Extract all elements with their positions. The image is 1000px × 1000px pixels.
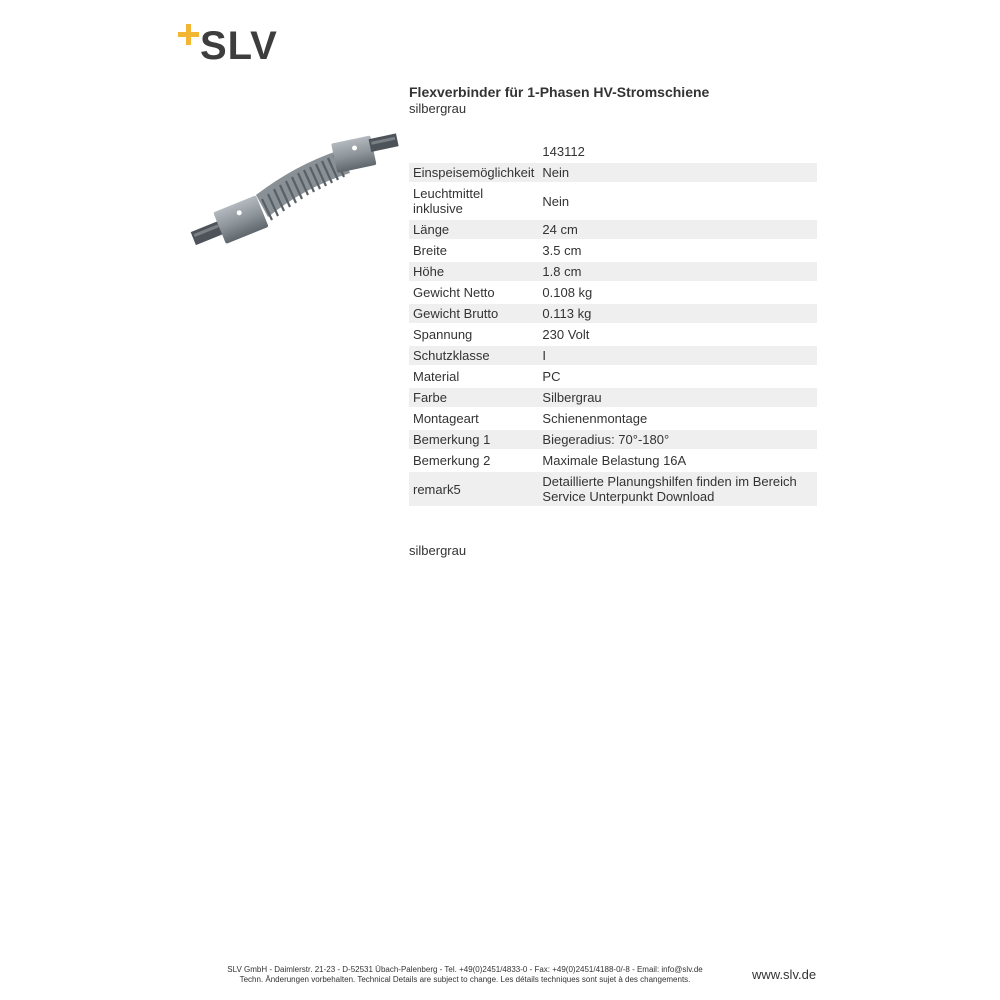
spec-value: 230 Volt — [542, 327, 590, 342]
spec-value: Silbergrau — [538, 388, 817, 407]
color-note: silbergrau — [409, 543, 467, 558]
spec-value: 1.8 cm — [538, 262, 817, 281]
spec-table — [409, 140, 817, 508]
footer-website-link[interactable]: www.slv.de — [752, 967, 817, 982]
brand-name: SLV — [200, 24, 278, 68]
spec-label: Bemerkung 2 — [413, 453, 491, 468]
spec-label — [409, 142, 538, 161]
spec-row — [409, 430, 817, 449]
spec-value: Nein — [538, 163, 817, 182]
spec-row — [409, 304, 817, 323]
spec-label: Länge — [409, 220, 538, 239]
spec-value: 24 cm — [538, 220, 817, 239]
spec-row — [409, 409, 817, 428]
spec-value: Nein — [542, 193, 570, 209]
spec-label: Schutzklasse — [409, 346, 538, 365]
spec-row — [409, 367, 817, 386]
spec-row — [409, 163, 817, 182]
spec-label: Farbe — [409, 388, 538, 407]
spec-row — [409, 325, 817, 344]
spec-label: remark5 — [409, 472, 538, 506]
spec-row — [409, 262, 817, 281]
spec-value: 0.108 kg — [542, 285, 593, 300]
spec-row — [409, 241, 817, 260]
product-subtitle: silbergrau — [409, 101, 467, 116]
spec-label: Gewicht Netto — [413, 285, 495, 300]
spec-label: Höhe — [409, 262, 538, 281]
spec-label: Material — [413, 369, 460, 384]
spec-row — [409, 451, 817, 470]
spec-value: Detaillierte Planungshilfen finden im Bereich Service Unterpunkt Download — [538, 472, 817, 506]
flexible-connector-icon — [190, 125, 400, 255]
spec-value: 3.5 cm — [542, 243, 582, 258]
spec-row — [409, 184, 817, 218]
spec-value: Schienenmontage — [542, 411, 648, 426]
spec-row — [409, 220, 817, 239]
spec-label: Einspeisemöglichkeit — [409, 163, 538, 182]
spec-row — [409, 472, 817, 506]
spec-row — [409, 346, 817, 365]
spec-value: PC — [542, 369, 561, 384]
spec-label: Gewicht Brutto — [409, 304, 538, 323]
article-number-row — [409, 142, 817, 161]
footer-disclaimer-line: Techn. Änderungen vorbehalten. Technical Details are subject to change. Les détails techniques sont sujet à des changements. — [239, 975, 691, 984]
spec-label: Spannung — [413, 327, 473, 342]
spec-value: Maximale Belastung 16A — [542, 453, 687, 468]
spec-row — [409, 388, 817, 407]
plus-sign-icon — [178, 22, 200, 48]
spec-label: Montageart — [413, 411, 479, 426]
footer-address — [180, 965, 750, 985]
slv-logo — [178, 22, 278, 68]
spec-value: 0.113 kg — [538, 304, 817, 323]
spec-value: I — [538, 346, 817, 365]
footer-contact-line: SLV GmbH - Daimlerstr. 21-23 - D-52531 Übach-Palenberg - Tel. +49(0)2451/4833-0 - Fax: +49(0)2451/4188-0/-8 - Email: info@slv.de — [227, 965, 703, 974]
article-number: 143112 — [542, 144, 585, 159]
spec-value: Biegeradius: 70°-180° — [538, 430, 817, 449]
product-title: Flexverbinder für 1-Phasen HV-Stromschiene — [409, 84, 710, 100]
spec-label: Leuchtmittel inklusive — [413, 186, 484, 216]
product-image — [190, 125, 400, 255]
spec-label: Bemerkung 1 — [409, 430, 538, 449]
spec-label: Breite — [413, 243, 447, 258]
spec-row — [409, 283, 817, 302]
